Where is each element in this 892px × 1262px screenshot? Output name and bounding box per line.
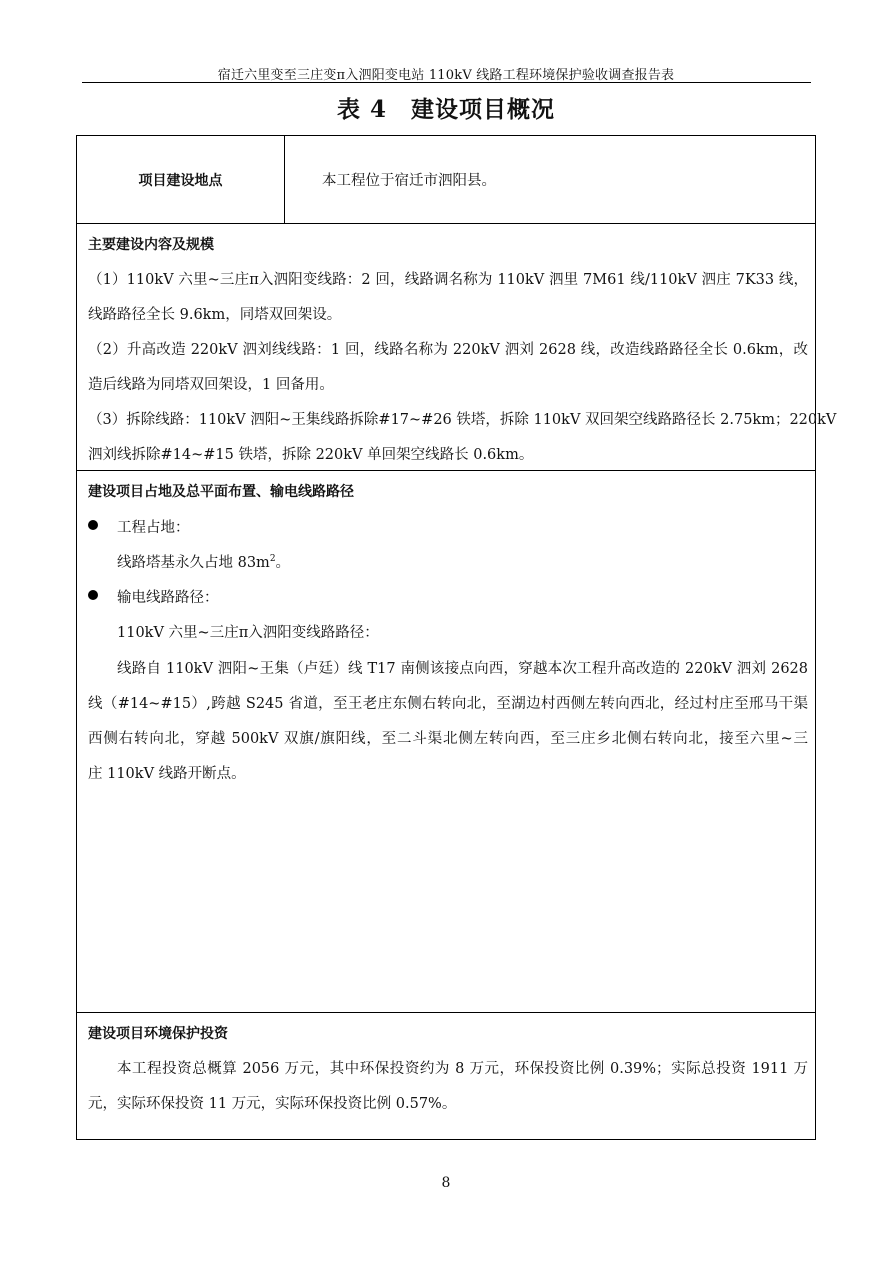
investment-title: 建设项目环境保护投资: [88, 1026, 228, 1042]
location-label: 项目建设地点: [77, 136, 285, 223]
main-content-line: （3）拆除线路：110kV 泗阳~王集线路拆除#17~#26 铁塔，拆除 110kV 双回架空线路路径长 2.75km；220kV: [88, 412, 837, 428]
layout-route-section: [77, 471, 815, 1013]
route-subtitle: 110kV 六里~三庄π入泗阳变线路路径：: [117, 625, 379, 641]
route-line: 庄 110kV 线路开断点。: [88, 766, 246, 782]
layout-route-title: 建设项目占地及总平面布置、输电线路路径: [88, 484, 354, 500]
main-content-line: （1）110kV 六里~三庄π入泗阳变线路：2 回，线路调名称为 110kV 泗里 7M61 线/110kV 泗庄 7K33 线，: [88, 272, 808, 288]
main-content-title: 主要建设内容及规模: [88, 237, 214, 253]
running-header: 宿迁六里变至三庄变π入泗阳变电站 110kV 线路工程环境保护验收调查报告表: [217, 68, 675, 83]
main-content-section: [77, 224, 837, 471]
main-content-line: 造后线路为同塔双回架设，1 回备用。: [88, 377, 334, 393]
bullet-icon: [88, 520, 98, 530]
page-number: 8: [441, 1175, 451, 1191]
main-content-line: （2）升高改造 220kV 泗刘线线路：1 回，线路名称为 220kV 泗刘 2628 线，改造线路路径全长 0.6km，改: [88, 342, 808, 358]
location-value: 本工程位于宿迁市泗阳县。: [322, 173, 496, 189]
header-rule: [82, 82, 811, 83]
bullet-icon: [88, 590, 98, 600]
route-line: 线路自 110kV 泗阳~王集（卢廷）线 T17 南侧该接点向西，穿越本次工程升高改造的 220kV 泗刘 2628: [117, 661, 808, 677]
route-line: 西侧右转向北，穿越 500kV 双旗/旗阳线，至二斗渠北侧左转向西，至三庄乡北侧右转向北，接至六里~三: [88, 731, 808, 747]
route-line: 线（#14~#15）,跨越 S245 省道，至王老庄东侧右转向北，至湖边村西侧左转向西北，经过村庄至邢马干渠: [88, 696, 808, 712]
route-heading: 输电线路路径：: [117, 590, 219, 606]
investment-section: [77, 1013, 815, 1139]
table-title: 表 4 建设项目概况: [336, 96, 555, 123]
main-content-line: 线路路径全长 9.6km，同塔双回架设。: [88, 307, 342, 323]
investment-line: 元，实际环保投资 11 万元，实际环保投资比例 0.57%。: [88, 1096, 457, 1112]
main-content-line: 泗刘线拆除#14~#15 铁塔，拆除 220kV 单回架空线路长 0.6km。: [88, 447, 534, 463]
land-use-text: 线路塔基永久占地 $83m^2$。: [117, 554, 291, 571]
overview-table: [76, 135, 837, 1140]
location-row: [77, 136, 815, 224]
investment-line: 本工程投资总概算 2056 万元，其中环保投资约为 8 万元，环保投资比例 0.39%；实际总投资 1911 万: [117, 1061, 808, 1077]
land-use-heading: 工程占地：: [117, 520, 190, 536]
